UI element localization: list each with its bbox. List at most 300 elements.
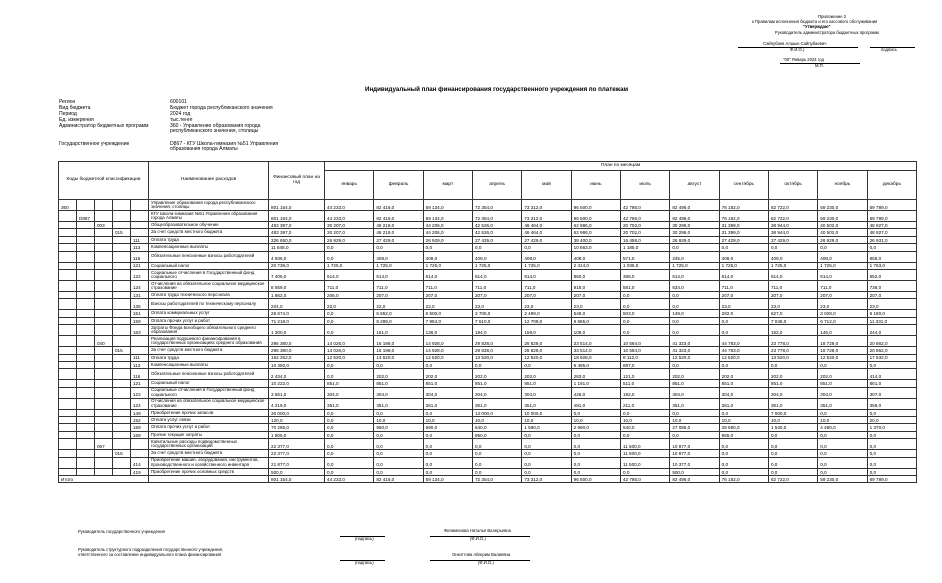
code-admin <box>59 354 77 361</box>
month-value: 738,0 <box>867 280 916 291</box>
code-program <box>95 347 113 354</box>
code-subprogram <box>113 380 131 387</box>
month-value: 10,0 <box>818 417 867 424</box>
head-signature-label: Руководитель государственного учреждения <box>78 529 165 534</box>
month-value: 26 929,0 <box>423 236 472 243</box>
code-institution <box>77 417 95 424</box>
month-header: февраль <box>374 171 423 200</box>
month-value: 0,0 <box>818 450 867 457</box>
month-value: 27 429,0 <box>768 236 817 243</box>
month-value: 16 198,0 <box>374 336 423 347</box>
table-row <box>59 417 917 424</box>
month-value: 0,0 <box>719 409 768 416</box>
col-codes-header: Коды бюджетной классификации <box>59 162 149 200</box>
month-value: 511,0 <box>620 380 669 387</box>
code-subprogram: 015 <box>113 450 131 457</box>
code-specifics <box>131 336 149 347</box>
month-value: 76 182,0 <box>719 476 768 483</box>
annual-total: 1 862,0 <box>269 291 325 298</box>
month-value: 711,0 <box>473 280 522 291</box>
expense-name <box>149 476 269 483</box>
month-value: 0,0 <box>374 450 423 457</box>
month-value: 0,0 <box>325 424 374 431</box>
month-value: 202,0 <box>768 369 817 380</box>
annual-total: 3 651,0 <box>269 387 325 398</box>
code-institution <box>77 431 95 438</box>
month-value: 202,0 <box>423 369 472 380</box>
month-value: 6 712,0 <box>818 317 867 324</box>
month-value: 82 416,0 <box>374 476 423 483</box>
month-value: 11 500,0 <box>620 450 669 457</box>
table-row <box>59 211 917 222</box>
month-value: 11 500,0 <box>620 439 669 450</box>
month-value: 14 928,0 <box>423 336 472 347</box>
month-value: 0,0 <box>473 244 522 251</box>
month-value: 23 778,0 <box>768 336 817 347</box>
month-value: 12 709,0 <box>522 317 571 324</box>
expense-name: Приобретение прочих основных средств <box>149 468 269 475</box>
col-total-header: Финансовый план на год <box>269 162 325 200</box>
code-institution <box>77 262 95 269</box>
month-value: 368,0 <box>620 269 669 280</box>
resp-signature-fio: (Ф.И.О.) <box>478 560 494 565</box>
month-value: 711,0 <box>719 280 768 291</box>
code-program: 040 <box>95 336 113 347</box>
month-value: 72 354,0 <box>473 476 522 483</box>
month-value: 0,0 <box>670 317 719 324</box>
annual-total: 204,0 <box>269 299 325 310</box>
annual-total: 1 300,0 <box>269 325 325 336</box>
month-value: 245,0 <box>670 251 719 262</box>
month-value: 40 502,0 <box>818 222 867 229</box>
code-admin: 360 <box>59 200 77 211</box>
month-value: 0,0 <box>571 439 620 450</box>
expense-name: Социальные отчисления в Государственный фонд социального <box>149 269 269 280</box>
month-value: 10 584,0 <box>620 336 669 347</box>
expense-name: Компенсационные выплаты <box>149 244 269 251</box>
code-admin <box>59 269 77 280</box>
month-value: 211,0 <box>620 398 669 409</box>
head-signature-name: Филимонова Наталья Валерьевна <box>444 528 511 533</box>
expense-name: Отчисления на обязательное социальное медицинское страхование <box>149 398 269 409</box>
month-value: 0,0 <box>719 361 768 368</box>
month-value: 0,0 <box>620 431 669 438</box>
month-value: 82 496,0 <box>670 200 719 211</box>
expense-name: Капитальные расходы подведомственных государственных организаций <box>149 439 269 450</box>
month-value: 1 763,0 <box>867 262 916 269</box>
code-subprogram <box>113 291 131 298</box>
month-value: 571,0 <box>620 251 669 262</box>
code-admin <box>59 336 77 347</box>
annual-total: 10 222,0 <box>269 380 325 387</box>
month-value: 0,0 <box>867 361 916 368</box>
annual-total: 326 650,0 <box>269 236 325 243</box>
code-program <box>95 354 113 361</box>
code-subprogram <box>113 336 131 347</box>
code-subprogram <box>113 325 131 336</box>
code-program <box>95 424 113 431</box>
code-institution <box>77 280 95 291</box>
annual-total: 22 377,0 <box>269 439 325 450</box>
month-value: 0,0 <box>670 361 719 368</box>
code-institution: D867 <box>77 211 95 222</box>
month-value: 0,0 <box>818 361 867 368</box>
month-value: 73 312,0 <box>522 211 571 222</box>
month-value: 614,0 <box>719 269 768 280</box>
annual-total: 295 380,0 <box>269 347 325 354</box>
month-value: 0,0 <box>325 251 374 262</box>
month-value: 0,0 <box>670 409 719 416</box>
month-value: 38 944,0 <box>768 229 817 236</box>
code-specifics: 151 <box>131 310 149 317</box>
table-row <box>59 251 917 262</box>
month-value: 0,0 <box>620 291 669 298</box>
month-value: 0,0 <box>670 299 719 310</box>
month-value: 10,0 <box>670 417 719 424</box>
month-value: 0,0 <box>473 468 522 475</box>
month-value: 136,0 <box>423 325 472 336</box>
annual-total: 20 738,0 <box>269 262 325 269</box>
month-value: 0,0 <box>719 244 768 251</box>
month-value: 304,0 <box>522 387 571 398</box>
table-row <box>59 354 917 361</box>
expense-name: Оплата услуг связи <box>149 417 269 424</box>
code-program <box>95 236 113 243</box>
month-value: 149,0 <box>670 310 719 317</box>
month-value: 408,0 <box>423 251 472 262</box>
month-value: 10,0 <box>423 417 472 424</box>
code-subprogram <box>113 387 131 398</box>
month-header: декабрь <box>867 171 916 200</box>
month-value: 0,0 <box>867 244 916 251</box>
month-value: 711,0 <box>325 280 374 291</box>
month-value: 96 500,0 <box>571 211 620 222</box>
month-value: 0,0 <box>670 244 719 251</box>
month-value: 20 702,0 <box>620 222 669 229</box>
month-value: 0,0 <box>670 325 719 336</box>
month-value: 1 725,0 <box>670 262 719 269</box>
month-value: 20,0 <box>867 417 916 424</box>
month-value: 44 206,0 <box>423 229 472 236</box>
month-value: 0,0 <box>867 468 916 475</box>
month-value: 1 725,0 <box>374 262 423 269</box>
rules-label: к Правилам исполнения бюджета и его кассового обслуживания <box>752 19 878 24</box>
month-value: 0,0 <box>620 299 669 310</box>
month-value: 918,0 <box>571 280 620 291</box>
month-value: 10 877,0 <box>670 450 719 457</box>
month-value: 7 048,0 <box>768 317 817 324</box>
month-value: 851,0 <box>374 380 423 387</box>
code-program <box>95 369 113 380</box>
month-value: 0,0 <box>818 468 867 475</box>
code-admin <box>59 325 77 336</box>
month-value: 0,0 <box>374 468 423 475</box>
month-value: 0,0 <box>818 244 867 251</box>
month-value: 42 526,0 <box>473 229 522 236</box>
month-value: 18 928,0 <box>571 354 620 361</box>
month-value: 207,0 <box>768 291 817 298</box>
month-value: 23,0 <box>818 299 867 310</box>
code-institution <box>77 468 95 475</box>
month-value: 207,0 <box>473 291 522 298</box>
code-admin <box>59 431 77 438</box>
month-value: 23,0 <box>719 299 768 310</box>
code-subprogram <box>113 244 131 251</box>
expense-name: Оплата труда технического персонала <box>149 291 269 298</box>
code-program <box>95 310 113 317</box>
month-value: 351,0 <box>423 398 472 409</box>
code-program <box>95 280 113 291</box>
month-value: 0,0 <box>325 417 374 424</box>
table-row <box>59 280 917 291</box>
month-value: 159,0 <box>522 325 571 336</box>
month-value: 0,0 <box>325 310 374 317</box>
table-row <box>59 229 917 236</box>
code-admin <box>59 409 77 416</box>
code-specifics: 121 <box>131 262 149 269</box>
code-subprogram <box>113 369 131 380</box>
month-value: 2 690,0 <box>571 424 620 431</box>
appendix-label: Приложение 2 <box>818 14 847 19</box>
month-value: 62 722,0 <box>768 476 817 483</box>
annual-total: 30 000,0 <box>269 409 325 416</box>
annual-total: 21 877,0 <box>269 457 325 468</box>
month-value: 10,0 <box>522 417 571 424</box>
month-value: 59 134,0 <box>423 200 472 211</box>
code-specifics: 116 <box>131 251 149 262</box>
month-value: 23,0 <box>571 299 620 310</box>
month-value: 581,0 <box>620 280 669 291</box>
code-specifics: 131 <box>131 291 149 298</box>
table-row <box>59 236 917 243</box>
month-value: 0,0 <box>325 468 374 475</box>
month-value: 59 230,0 <box>818 211 867 222</box>
month-value: 27 429,0 <box>374 236 423 243</box>
code-specifics: 124 <box>131 280 149 291</box>
month-value: 0,0 <box>325 361 374 368</box>
month-value: 44 233,0 <box>325 211 374 222</box>
code-institution <box>77 244 95 251</box>
month-value: 20 862,0 <box>867 347 916 354</box>
month-value: 17 532,0 <box>867 354 916 361</box>
month-value: 9 289,0 <box>374 317 423 324</box>
month-value: 27 429,0 <box>719 236 768 243</box>
signatures-block <box>0 525 942 583</box>
code-institution <box>77 336 95 347</box>
month-value: 22,0 <box>325 299 374 310</box>
month-header: август <box>670 171 719 200</box>
month-value: 0,0 <box>423 439 472 450</box>
code-program <box>95 450 113 457</box>
month-value: 11 500,0 <box>620 457 669 468</box>
code-subprogram <box>113 236 131 243</box>
table-row <box>59 317 917 324</box>
table-row <box>59 431 917 438</box>
month-value: 0,0 <box>325 369 374 380</box>
month-value: 0,0 <box>867 431 916 438</box>
month-value: 10,0 <box>374 417 423 424</box>
expense-name: КГУ Школа-гимназия №51 Управления образования города Алматы <box>149 211 269 222</box>
month-value: 23,0 <box>768 299 817 310</box>
month-value: 13 520,0 <box>768 354 817 361</box>
month-value: 7 510,0 <box>473 317 522 324</box>
table-row <box>59 387 917 398</box>
month-value: 351,0 <box>522 398 571 409</box>
month-value: 0,0 <box>473 361 522 368</box>
month-value: 12 520,0 <box>818 354 867 361</box>
month-value: 202,0 <box>374 369 423 380</box>
month-value: 69 789,0 <box>867 476 916 483</box>
month-value: 27 429,0 <box>473 236 522 243</box>
month-value: 0,0 <box>867 409 916 416</box>
month-value: 0,0 <box>719 439 768 450</box>
month-value: 46 218,0 <box>374 222 423 229</box>
expense-name: Оплата прочих услуг и работ <box>149 424 269 431</box>
month-header: сентябрь <box>719 171 768 200</box>
code-specifics <box>131 200 149 211</box>
annual-total: 8 559,0 <box>269 280 325 291</box>
month-value: 0,0 <box>423 457 472 468</box>
month-value: 44 233,0 <box>325 476 374 483</box>
table-row <box>59 380 917 387</box>
month-value: 283,0 <box>571 369 620 380</box>
month-value: 207,0 <box>867 291 916 298</box>
code-program <box>95 262 113 269</box>
code-specifics <box>131 211 149 222</box>
month-value: 711,0 <box>374 280 423 291</box>
table-row <box>59 200 917 211</box>
month-value: 62 722,0 <box>768 211 817 222</box>
month-value: 0,0 <box>522 439 571 450</box>
month-value: 304,0 <box>818 387 867 398</box>
month-value: 0,0 <box>719 457 768 468</box>
month-value: 861,0 <box>867 380 916 387</box>
code-admin <box>59 380 77 387</box>
month-value: 0,0 <box>522 457 571 468</box>
month-value: 1 185,0 <box>620 244 669 251</box>
code-specifics: 159 <box>131 317 149 324</box>
month-value: 711,0 <box>522 280 571 291</box>
month-value: 202,0 <box>719 369 768 380</box>
month-value: 29 828,0 <box>473 336 522 347</box>
code-admin <box>59 439 77 450</box>
month-value: 0,0 <box>325 325 374 336</box>
month-value: 0,0 <box>325 450 374 457</box>
month-value: 29 828,0 <box>473 347 522 354</box>
month-value: 28 690,0 <box>719 424 768 431</box>
code-specifics: 135 <box>131 299 149 310</box>
month-value: 351,0 <box>719 398 768 409</box>
month-value: 860,0 <box>571 269 620 280</box>
code-program <box>95 457 113 468</box>
code-institution <box>77 200 95 211</box>
month-value: 5 652,0 <box>374 310 423 317</box>
month-value: 161,0 <box>374 325 423 336</box>
month-value: 16 198,0 <box>374 347 423 354</box>
month-value: 627,0 <box>768 310 817 317</box>
month-value: 282,0 <box>719 310 768 317</box>
month-value: 0,0 <box>325 409 374 416</box>
month-value: 207,0 <box>423 291 472 298</box>
month-value: 72 354,0 <box>473 200 522 211</box>
annual-total: 500,0 <box>269 468 325 475</box>
expense-name: Обязательные пенсионные взносы работодателей <box>149 251 269 262</box>
month-value: 3 705,0 <box>473 310 522 317</box>
annual-total: 71 218,0 <box>269 317 325 324</box>
month-value: 202,0 <box>670 369 719 380</box>
month-value: 0,0 <box>768 244 817 251</box>
month-value: 31 399,0 <box>719 229 768 236</box>
table-row <box>59 325 917 336</box>
expense-name: Социальный налог <box>149 380 269 387</box>
month-value: 182,0 <box>620 387 669 398</box>
code-specifics: 124 <box>131 398 149 409</box>
month-value: 3 028,0 <box>818 310 867 317</box>
month-value: 46 464,0 <box>522 222 571 229</box>
code-specifics <box>131 450 149 457</box>
month-value: 16 458,0 <box>620 236 669 243</box>
month-value: 1 725,0 <box>768 262 817 269</box>
month-value: 0,0 <box>867 457 916 468</box>
month-header: ноябрь <box>818 171 867 200</box>
month-value: 0,0 <box>719 325 768 336</box>
month-value: 0,0 <box>719 468 768 475</box>
month-header: январь <box>325 171 374 200</box>
code-specifics: 111 <box>131 354 149 361</box>
code-subprogram <box>113 317 131 324</box>
code-program <box>95 468 113 475</box>
month-value: 44 783,0 <box>719 336 768 347</box>
month-value: 0,0 <box>620 409 669 416</box>
month-value: 8 665,0 <box>571 317 620 324</box>
month-header: июнь <box>571 171 620 200</box>
month-value: 76 182,0 <box>719 200 768 211</box>
table-row <box>59 361 917 368</box>
month-value: 0,0 <box>571 457 620 468</box>
month-value: 7 000,0 <box>768 409 817 416</box>
code-institution <box>77 325 95 336</box>
month-value: 851,0 <box>768 380 817 387</box>
month-value: 0,0 <box>818 409 867 416</box>
code-admin <box>59 229 77 236</box>
code-program <box>95 431 113 438</box>
month-value: 207,0 <box>719 291 768 298</box>
month-value: 46 464,0 <box>522 229 571 236</box>
resp-signature-name: Онкоттова Айгерим Валиевна <box>452 552 511 557</box>
code-program <box>95 409 113 416</box>
month-value: 44 233,0 <box>325 200 374 211</box>
expense-name: Компенсационные выплаты <box>149 361 269 368</box>
month-value: 145,0 <box>818 325 867 336</box>
month-value: 0,0 <box>325 457 374 468</box>
month-value: 0,0 <box>374 431 423 438</box>
month-value: 38 400,0 <box>571 236 620 243</box>
month-value: 1 725,0 <box>325 262 374 269</box>
month-value: 23,0 <box>522 299 571 310</box>
code-specifics <box>131 439 149 450</box>
code-institution <box>77 450 95 457</box>
expense-name: Оплата прочих услуг и работ <box>149 317 269 324</box>
month-value: 500,0 <box>670 468 719 475</box>
month-value: 73 312,0 <box>522 476 571 483</box>
code-specifics: 113 <box>131 244 149 251</box>
month-value: 640,0 <box>473 424 522 431</box>
month-value: 304,0 <box>473 387 522 398</box>
month-value: 42 786,0 <box>620 476 669 483</box>
code-program <box>95 229 113 236</box>
code-program <box>95 325 113 336</box>
month-value: 491,0 <box>571 398 620 409</box>
